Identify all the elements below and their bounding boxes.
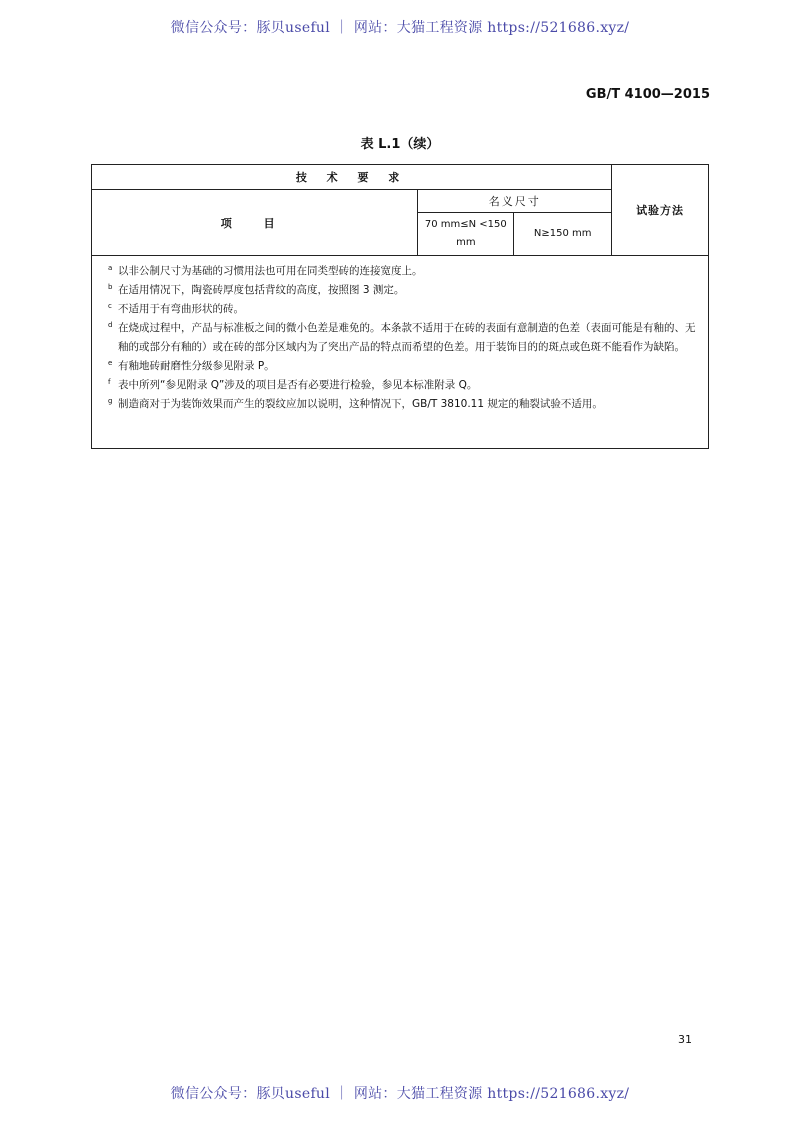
note-a: [108, 262, 700, 281]
header-test-method: 试验方法: [612, 165, 709, 256]
note-mark: e: [108, 359, 113, 367]
note-mark: a: [108, 264, 113, 272]
note-text: 有釉地砖耐磨性分级参见附录 P。: [118, 360, 275, 372]
watermark-top: 微信公众号：豚贝useful ｜ 网站：大猫工程资源 https://521686.xyz/: [170, 20, 630, 36]
header-nominal-size: 名义尺寸: [418, 190, 612, 213]
note-text: 不适用于有弯曲形状的砖。: [118, 303, 244, 315]
note-mark: f: [108, 378, 111, 386]
note-text: 在烧成过程中，产品与标准板之间的微小色差是难免的。本条款不适用于在砖的表面有意制造的色差（表面可能是有釉的、无釉的或部分有釉的）或在砖的部分区域内为了突出产品的特点而希望的色差。用于装饰目的的斑点或色斑不能看作为缺陷。: [118, 322, 696, 353]
page-number: 31: [678, 1033, 692, 1046]
header-tech-requirements: 技 术 要 求: [92, 165, 612, 190]
header-size-range-1: 70 mm≤N <150 mm: [418, 213, 514, 256]
note-mark: b: [108, 283, 113, 291]
note-text: 以非公制尺寸为基础的习惯用法也可用在同类型砖的连接宽度上。: [118, 265, 423, 277]
table-title: 表 L.1（续）: [360, 137, 440, 152]
header-size-range-2: N≥150 mm: [514, 213, 612, 256]
note-text: 在适用情况下，陶瓷砖厚度包括背纹的高度，按照图 3 测定。: [118, 284, 405, 296]
note-d: [108, 319, 700, 357]
note-g: [108, 395, 700, 414]
spec-table: [91, 164, 709, 256]
standard-code: GB/T 4100—2015: [585, 87, 710, 102]
note-text: 制造商对于为装饰效果而产生的裂纹应加以说明，这种情况下，GB/T 3810.11 规定的釉裂试验不适用。: [118, 398, 603, 410]
watermark-bottom: 微信公众号：豚贝useful ｜ 网站：大猫工程资源 https://521686.xyz/: [170, 1086, 630, 1102]
note-f: [108, 376, 700, 395]
header-item: 项 目: [92, 190, 418, 256]
note-mark: c: [108, 302, 112, 310]
note-mark: d: [108, 321, 113, 329]
note-text: 表中所列“参见附录 Q”涉及的项目是否有必要进行检验，参见本标准附录 Q。: [118, 379, 478, 391]
note-c: [108, 300, 700, 319]
table-notes: [108, 262, 700, 414]
note-e: [108, 357, 700, 376]
note-b: [108, 281, 700, 300]
note-mark: g: [108, 397, 113, 405]
